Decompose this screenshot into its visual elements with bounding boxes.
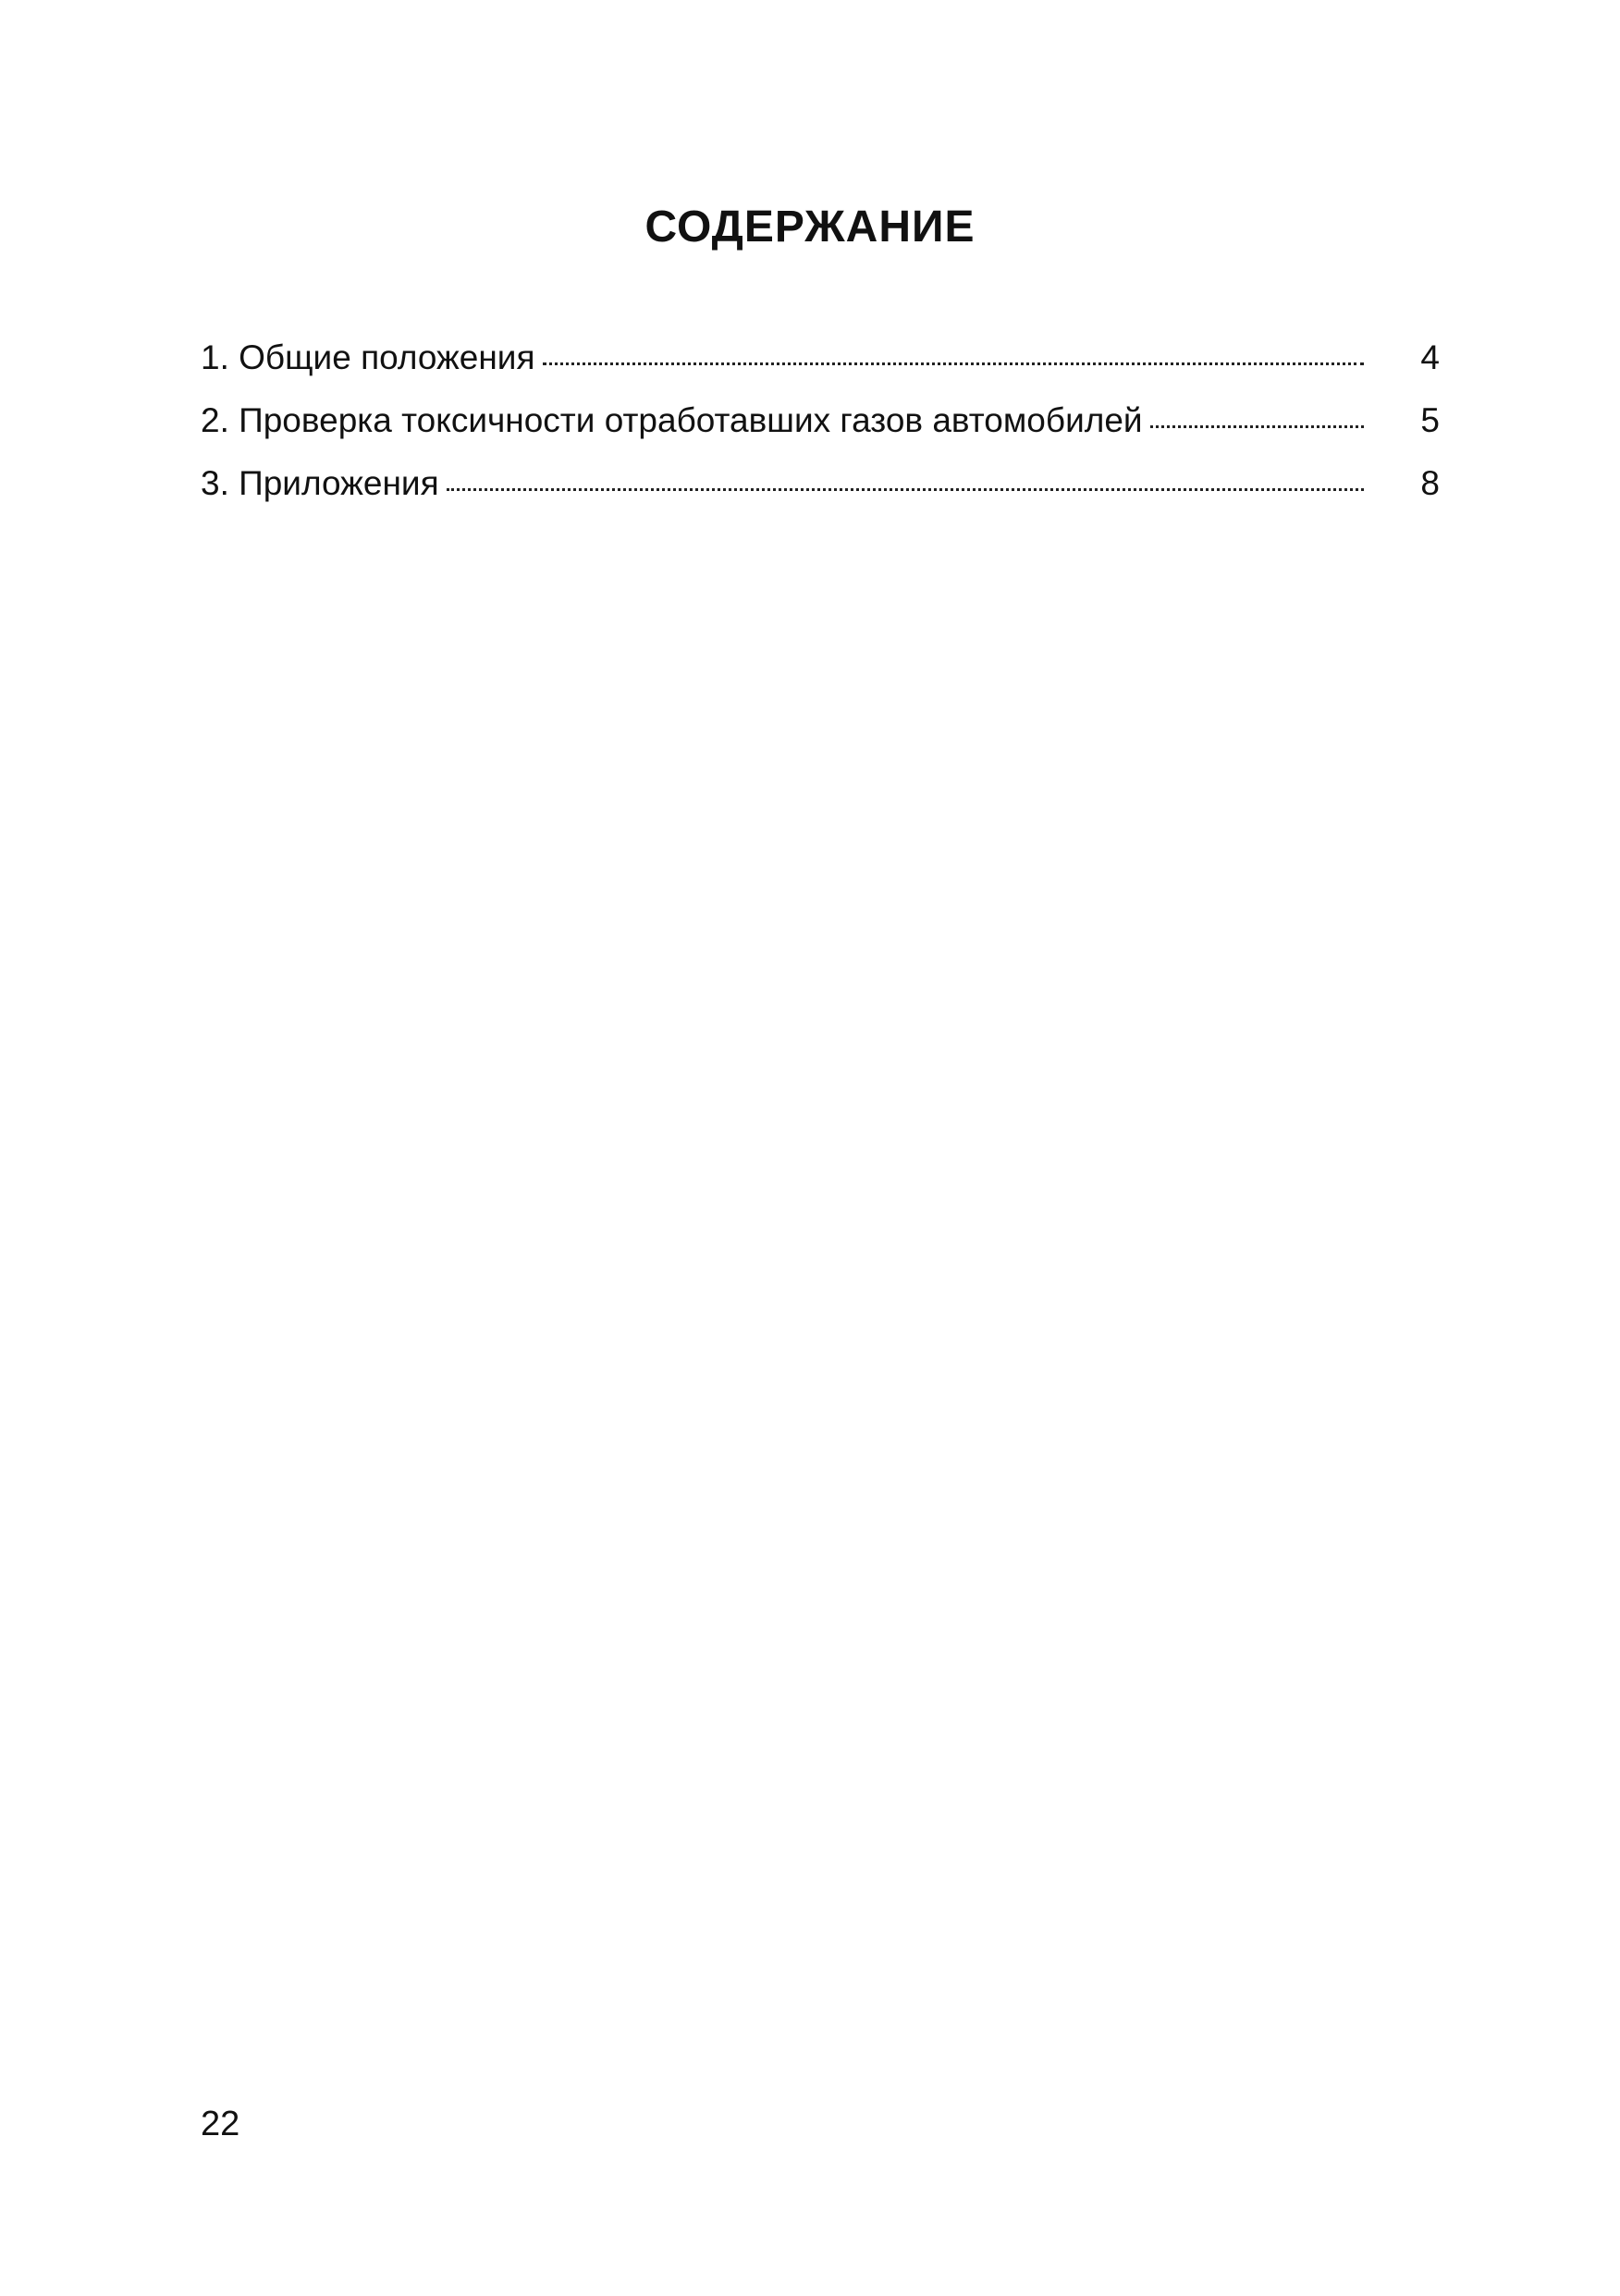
table-of-contents [201, 340, 1440, 529]
toc-entry-label: Общие положения [239, 338, 535, 376]
toc-entry-text [201, 340, 535, 374]
toc-dot-leader [543, 362, 1364, 365]
toc-entry-text [201, 403, 1143, 437]
toc-entry-label: Приложения [239, 464, 439, 502]
toc-entry-text [201, 466, 439, 500]
page-title: СОДЕРЖАНИЕ [644, 203, 976, 252]
toc-entry-page: 4 [1420, 338, 1440, 376]
toc-entry-number: 2. [201, 401, 229, 439]
page-number: 22 [201, 2105, 240, 2143]
toc-entry-2 [201, 403, 1440, 466]
toc-entry-label: Проверка токсичности отработавших газов автомобилей [239, 401, 1143, 439]
toc-entry-3 [201, 466, 1440, 529]
toc-entry-1 [201, 340, 1440, 403]
toc-dot-leader [1150, 425, 1364, 428]
toc-entry-page: 8 [1420, 464, 1440, 502]
toc-entry-number: 3. [201, 464, 229, 502]
toc-dot-leader [447, 488, 1364, 491]
toc-entry-number: 1. [201, 338, 229, 376]
toc-entry-page: 5 [1420, 401, 1440, 439]
